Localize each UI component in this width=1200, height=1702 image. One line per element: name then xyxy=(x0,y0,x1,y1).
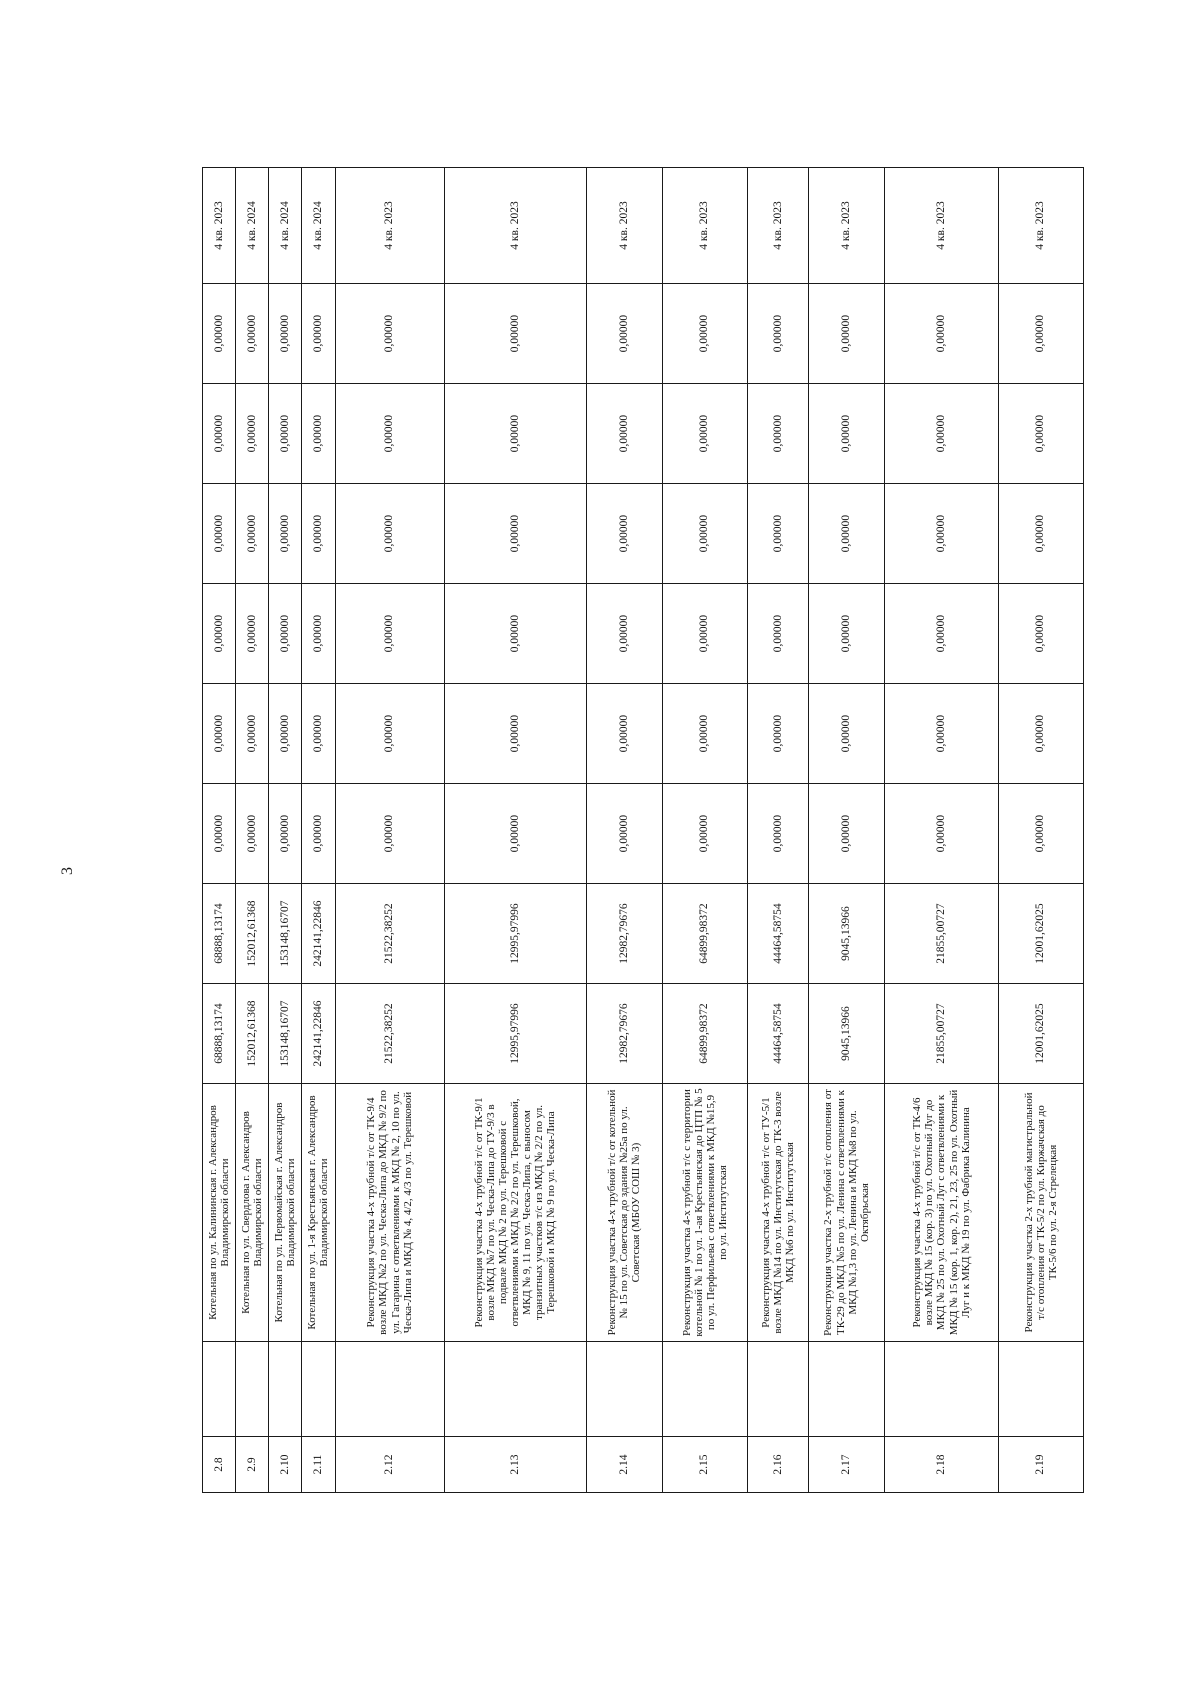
value-col-3: 0,00000 xyxy=(269,584,302,684)
value-col-4: 0,00000 xyxy=(335,484,444,584)
value-col-5: 0,00000 xyxy=(885,384,999,484)
value-col-3: 0,00000 xyxy=(335,584,444,684)
value-col-2: 0,00000 xyxy=(269,684,302,784)
value-col-2: 0,00000 xyxy=(236,684,269,784)
table-row xyxy=(269,168,302,1493)
row-number: 2.15 xyxy=(662,1437,747,1493)
cost-amount: 68888,13174 xyxy=(203,884,236,984)
value-col-4: 0,00000 xyxy=(998,484,1083,584)
cost-amount: 12995,97996 xyxy=(444,884,586,984)
row-subnumber xyxy=(302,1342,335,1437)
object-name: Котельная по ул. 1-я Крестьянская г. Александров Владимирской области xyxy=(302,1084,335,1342)
row-number: 2.14 xyxy=(586,1437,662,1493)
row-subnumber xyxy=(203,1342,236,1437)
value-col-5: 0,00000 xyxy=(444,384,586,484)
value-col-6: 0,00000 xyxy=(236,284,269,384)
value-col-1: 0,00000 xyxy=(203,784,236,884)
value-col-6: 0,00000 xyxy=(998,284,1083,384)
row-number: 2.8 xyxy=(203,1437,236,1493)
row-number: 2.13 xyxy=(444,1437,586,1493)
row-subnumber xyxy=(998,1342,1083,1437)
cost-total: 21855,00727 xyxy=(885,984,999,1084)
completion-term: 4 кв. 2023 xyxy=(662,168,747,284)
value-col-3: 0,00000 xyxy=(444,584,586,684)
value-col-6: 0,00000 xyxy=(662,284,747,384)
table-row xyxy=(335,168,444,1493)
value-col-3: 0,00000 xyxy=(203,584,236,684)
completion-term: 4 кв. 2024 xyxy=(269,168,302,284)
value-col-6: 0,00000 xyxy=(269,284,302,384)
object-name: Реконструкция участка 4-х трубной т/с от ТУ-5/1 возле МКД №14 по ул. Институтская до ТК-3 возле МКД №6 по ул. Институтская xyxy=(747,1084,808,1342)
value-col-1: 0,00000 xyxy=(302,784,335,884)
value-col-2: 0,00000 xyxy=(444,684,586,784)
table-row xyxy=(747,168,808,1493)
table-rotated-wrapper xyxy=(202,168,1084,1493)
completion-term: 4 кв. 2024 xyxy=(236,168,269,284)
object-name: Реконструкция участка 4-х трубной т/с от ТК-9/4 возле МКД №2 по ул. Ческа-Липа до МКД № 9/2 по ул. Гагарина с ответвлениями к МКД № 2, 10 по ул. Ческа-Липа и МКД № 4, 4/2, 4/3 по ул. Терешковой xyxy=(335,1084,444,1342)
cost-total: 153148,16707 xyxy=(269,984,302,1084)
cost-amount: 21855,00727 xyxy=(885,884,999,984)
value-col-3: 0,00000 xyxy=(809,584,885,684)
value-col-5: 0,00000 xyxy=(662,384,747,484)
value-col-2: 0,00000 xyxy=(747,684,808,784)
row-number: 2.11 xyxy=(302,1437,335,1493)
value-col-5: 0,00000 xyxy=(747,384,808,484)
value-col-1: 0,00000 xyxy=(998,784,1083,884)
row-number: 2.12 xyxy=(335,1437,444,1493)
completion-term: 4 кв. 2023 xyxy=(885,168,999,284)
value-col-5: 0,00000 xyxy=(586,384,662,484)
value-col-4: 0,00000 xyxy=(236,484,269,584)
object-name: Котельная по ул. Калининская г. Александров Владимирской области xyxy=(203,1084,236,1342)
value-col-4: 0,00000 xyxy=(809,484,885,584)
table-row xyxy=(236,168,269,1493)
value-col-6: 0,00000 xyxy=(444,284,586,384)
cost-total: 64899,98372 xyxy=(662,984,747,1084)
row-subnumber xyxy=(444,1342,586,1437)
object-name: Реконструкция участка 4-х трубной т/с от котельной № 15 по ул. Советская до здания №25а по ул. Советская (МБОУ СОШ № 3) xyxy=(586,1084,662,1342)
cost-total: 21522,38252 xyxy=(335,984,444,1084)
row-subnumber xyxy=(662,1342,747,1437)
cost-amount: 242141,22846 xyxy=(302,884,335,984)
table-row xyxy=(302,168,335,1493)
value-col-3: 0,00000 xyxy=(885,584,999,684)
table-body xyxy=(203,168,1084,1493)
cost-total: 12982,79676 xyxy=(586,984,662,1084)
cost-total: 12001,62025 xyxy=(998,984,1083,1084)
value-col-1: 0,00000 xyxy=(444,784,586,884)
table-row xyxy=(444,168,586,1493)
row-number: 2.9 xyxy=(236,1437,269,1493)
table-row xyxy=(586,168,662,1493)
completion-term: 4 кв. 2024 xyxy=(302,168,335,284)
table-row xyxy=(203,168,236,1493)
value-col-4: 0,00000 xyxy=(885,484,999,584)
value-col-1: 0,00000 xyxy=(236,784,269,884)
value-col-5: 0,00000 xyxy=(203,384,236,484)
cost-amount: 21522,38252 xyxy=(335,884,444,984)
value-col-2: 0,00000 xyxy=(885,684,999,784)
object-name: Реконструкция участка 4-х трубной т/с с территории котельной № 1 по ул. 1-ая Крестьянская до ЦТП № 5 по ул. Перфильева с ответвлениями к МКД №15,9 по ул. Институтская xyxy=(662,1084,747,1342)
row-subnumber xyxy=(885,1342,999,1437)
cost-amount: 9045,13966 xyxy=(809,884,885,984)
value-col-5: 0,00000 xyxy=(809,384,885,484)
value-col-4: 0,00000 xyxy=(747,484,808,584)
value-col-4: 0,00000 xyxy=(203,484,236,584)
investment-table xyxy=(202,167,1084,1493)
cost-amount: 152012,61368 xyxy=(236,884,269,984)
object-name: Котельная по ул. Первомайская г. Александров Владимирской области xyxy=(269,1084,302,1342)
completion-term: 4 кв. 2023 xyxy=(586,168,662,284)
value-col-3: 0,00000 xyxy=(662,584,747,684)
table-row xyxy=(998,168,1083,1493)
value-col-2: 0,00000 xyxy=(586,684,662,784)
object-name: Реконструкция участка 2-х трубной магистральной т/с отопления от ТК-5/2 по ул. Киржачская до ТК-5/6 по ул. 2-я Стрелецкая xyxy=(998,1084,1083,1342)
object-name: Котельная по ул. Свердлова г. Александров Владимирской области xyxy=(236,1084,269,1342)
completion-term: 4 кв. 2023 xyxy=(335,168,444,284)
row-subnumber xyxy=(269,1342,302,1437)
object-name: Реконструкция участка 4-х трубной т/с от ТК-9/1 возле МКД №7 по ул. Ческа-Липа до ТУ-9/3 в подвале МКД № 2 по ул. Терешковой с ответвлениями к МКД № 2/2 по ул. Терешковой, МКД № 9, 11 по ул. Ческа-Липа, с выносом транзитных участков т/с из МКД № 2/2 по ул. Терешковой и МКД № 9 по ул. Ческа-Липа xyxy=(444,1084,586,1342)
value-col-6: 0,00000 xyxy=(885,284,999,384)
value-col-1: 0,00000 xyxy=(269,784,302,884)
completion-term: 4 кв. 2023 xyxy=(809,168,885,284)
row-subnumber xyxy=(236,1342,269,1437)
value-col-6: 0,00000 xyxy=(809,284,885,384)
cost-amount: 12001,62025 xyxy=(998,884,1083,984)
table-row xyxy=(662,168,747,1493)
value-col-1: 0,00000 xyxy=(662,784,747,884)
cost-total: 152012,61368 xyxy=(236,984,269,1084)
row-number: 2.10 xyxy=(269,1437,302,1493)
value-col-3: 0,00000 xyxy=(747,584,808,684)
completion-term: 4 кв. 2023 xyxy=(444,168,586,284)
value-col-6: 0,00000 xyxy=(335,284,444,384)
cost-total: 68888,13174 xyxy=(203,984,236,1084)
row-number: 2.19 xyxy=(998,1437,1083,1493)
value-col-5: 0,00000 xyxy=(302,384,335,484)
value-col-2: 0,00000 xyxy=(662,684,747,784)
value-col-4: 0,00000 xyxy=(269,484,302,584)
row-subnumber xyxy=(586,1342,662,1437)
value-col-2: 0,00000 xyxy=(998,684,1083,784)
cost-total: 9045,13966 xyxy=(809,984,885,1084)
row-number: 2.17 xyxy=(809,1437,885,1493)
completion-term: 4 кв. 2023 xyxy=(998,168,1083,284)
value-col-2: 0,00000 xyxy=(302,684,335,784)
cost-amount: 153148,16707 xyxy=(269,884,302,984)
completion-term: 4 кв. 2023 xyxy=(747,168,808,284)
row-number: 2.16 xyxy=(747,1437,808,1493)
table-row xyxy=(885,168,999,1493)
page-number: 3 xyxy=(59,867,76,875)
value-col-5: 0,00000 xyxy=(269,384,302,484)
cost-total: 44464,58754 xyxy=(747,984,808,1084)
value-col-1: 0,00000 xyxy=(747,784,808,884)
value-col-2: 0,00000 xyxy=(809,684,885,784)
row-subnumber xyxy=(809,1342,885,1437)
value-col-3: 0,00000 xyxy=(302,584,335,684)
cost-total: 242141,22846 xyxy=(302,984,335,1084)
value-col-1: 0,00000 xyxy=(586,784,662,884)
value-col-3: 0,00000 xyxy=(236,584,269,684)
value-col-1: 0,00000 xyxy=(809,784,885,884)
value-col-5: 0,00000 xyxy=(335,384,444,484)
value-col-2: 0,00000 xyxy=(335,684,444,784)
value-col-4: 0,00000 xyxy=(586,484,662,584)
value-col-3: 0,00000 xyxy=(586,584,662,684)
value-col-5: 0,00000 xyxy=(236,384,269,484)
completion-term: 4 кв. 2023 xyxy=(203,168,236,284)
value-col-3: 0,00000 xyxy=(998,584,1083,684)
cost-amount: 64899,98372 xyxy=(662,884,747,984)
value-col-6: 0,00000 xyxy=(302,284,335,384)
cost-total: 12995,97996 xyxy=(444,984,586,1084)
table-frame xyxy=(202,168,1084,1493)
row-subnumber xyxy=(335,1342,444,1437)
value-col-2: 0,00000 xyxy=(203,684,236,784)
value-col-4: 0,00000 xyxy=(302,484,335,584)
object-name: Реконструкция участка 4-х трубной т/с от ТК-4/6 возле МКД № 15 (кор. 3) по ул. Охотный Луг до МКД № 25 по ул. Охотный Луг с ответвлениями к МКД № 15 (кор. 1, кор. 2), 21, 23, 25 по ул. Охотный Луг и к МКД № 19 по ул. Фабрика Калинина xyxy=(885,1084,999,1342)
value-col-6: 0,00000 xyxy=(203,284,236,384)
value-col-6: 0,00000 xyxy=(586,284,662,384)
value-col-1: 0,00000 xyxy=(335,784,444,884)
value-col-4: 0,00000 xyxy=(662,484,747,584)
cost-amount: 44464,58754 xyxy=(747,884,808,984)
value-col-5: 0,00000 xyxy=(998,384,1083,484)
value-col-1: 0,00000 xyxy=(885,784,999,884)
cost-amount: 12982,79676 xyxy=(586,884,662,984)
row-subnumber xyxy=(747,1342,808,1437)
value-col-4: 0,00000 xyxy=(444,484,586,584)
value-col-6: 0,00000 xyxy=(747,284,808,384)
table-row xyxy=(809,168,885,1493)
row-number: 2.18 xyxy=(885,1437,999,1493)
object-name: Реконструкция участка 2-х трубной т/с отопления от ТК-29 до МКД №5 по ул. Ленина с ответвлениями к МКД №1,3 по ул. Ленина и МКД №8 по ул. Октябрьская xyxy=(809,1084,885,1342)
